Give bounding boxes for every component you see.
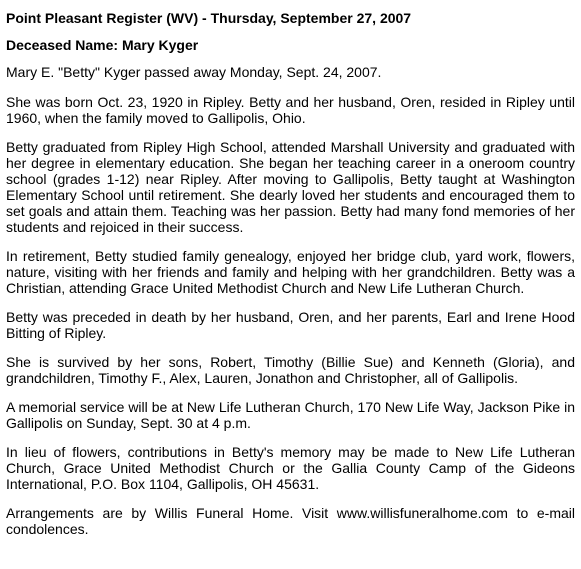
deceased-name-heading: Deceased Name: Mary Kyger bbox=[6, 37, 199, 53]
paragraph-memorial-service: A memorial service will be at New Life Lutheran Church, 170 New Life Way, Jackson Pike in Gallipolis on Sunday, Sept. 30 at 4 p.m. bbox=[6, 399, 575, 431]
paragraph-arrangements: Arrangements are by Willis Funeral Home. Visit www.willisfuneralhome.com to e-mail condolences. bbox=[6, 505, 575, 537]
paragraph-retirement: In retirement, Betty studied family genealogy, enjoyed her bridge club, yard work, flowers, nature, visiting with her friends and family and helping with her grandchildren. Betty was a Christian, attending Grace United Methodist Church and New Life Lutheran Church. bbox=[6, 248, 575, 296]
paragraph-birth: She was born Oct. 23, 1920 in Ripley. Betty and her husband, Oren, resided in Ripley until 1960, when the family moved to Gallipolis, Ohio. bbox=[6, 94, 575, 126]
paragraph-passing: Mary E. "Betty" Kyger passed away Monday, Sept. 24, 2007. bbox=[6, 64, 382, 80]
paragraph-survivors: She is survived by her sons, Robert, Timothy (Billie Sue) and Kenneth (Gloria), and grandchildren, Timothy F., Alex, Lauren, Jonathon and Christopher, all of Gallipolis. bbox=[6, 354, 575, 386]
paragraph-contributions: In lieu of flowers, contributions in Betty's memory may be made to New Life Lutheran Church, Grace United Methodist Church or the Gallia County Camp of the Gideons International, P.O. Box 1104, Gallipolis, OH 45631. bbox=[6, 444, 575, 492]
newspaper-source-heading: Point Pleasant Register (WV) - Thursday, September 27, 2007 bbox=[6, 10, 412, 26]
paragraph-preceded: Betty was preceded in death by her husband, Oren, and her parents, Earl and Irene Hood Bitting of Ripley. bbox=[6, 309, 575, 341]
paragraph-education-career: Betty graduated from Ripley High School, attended Marshall University and graduated with her degree in elementary education. She began her teaching career in a oneroom country school (grades 1-12) near Ripley. After moving to Gallipolis, Betty taught at Washington Elementary School until retirement. She dearly loved her students and encouraged them to set goals and attain them. Teaching was her passion. Betty had many fond memories of her students and rejoiced in their success. bbox=[6, 139, 575, 235]
